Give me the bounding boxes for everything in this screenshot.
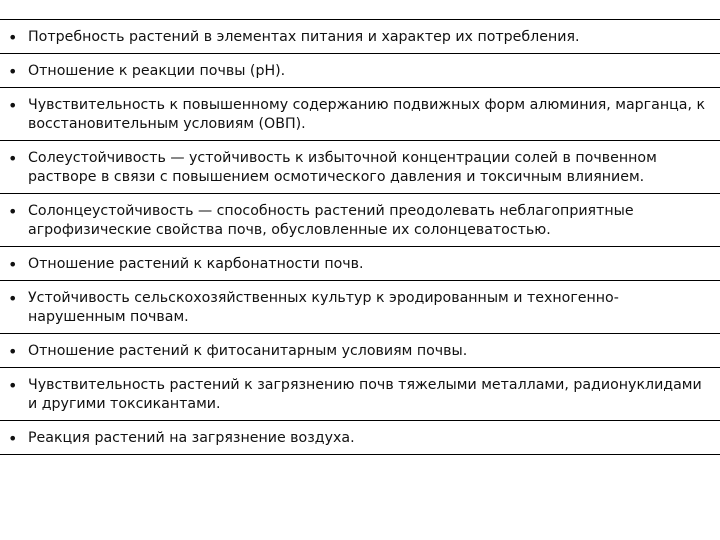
list-item-text: Устойчивость сельскохозяйственных культур к эродированным и техногенно-нарушенным почвам. (28, 290, 619, 325)
list-item-text: Реакция растений на загрязнение воздуха. (28, 430, 355, 446)
list-item-text: Чувствительность к повышенному содержанию подвижных форм алюминия, марганца, к восстановительным условиям (ОВП). (28, 97, 706, 132)
list-item-text: Отношение к реакции почвы (рН). (28, 63, 286, 79)
bullet-icon: • (8, 376, 18, 395)
list-item (0, 88, 720, 141)
bullet-icon: • (8, 342, 18, 361)
list-item-text: Отношение растений к фитосанитарным условиям почвы. (28, 343, 468, 359)
list-item-text: Чувствительность растений к загрязнению почв тяжелыми металлами, радионуклидами и другими токсикантами. (28, 377, 702, 412)
bullet-icon: • (8, 149, 18, 168)
bullet-icon: • (8, 255, 18, 274)
list-item (0, 194, 720, 247)
list-item (0, 247, 720, 281)
list-item (0, 421, 720, 455)
list-item (0, 334, 720, 368)
bullet-icon: • (8, 28, 18, 47)
bullet-icon: • (8, 289, 18, 308)
list-item (0, 54, 720, 88)
bullet-icon: • (8, 62, 18, 81)
list-item (0, 281, 720, 334)
list-item-text: Потребность растений в элементах питания и характер их потребления. (28, 29, 580, 45)
list-item (0, 141, 720, 194)
bullet-icon: • (8, 429, 18, 448)
requirements-list (0, 19, 720, 455)
bullet-icon: • (8, 96, 18, 115)
bullet-icon: • (8, 202, 18, 221)
list-item-text: Солонцеустойчивость — способность растений преодолевать неблагоприятные агрофизические свойства почв, обусловленные их солонцеватостью. (28, 203, 634, 238)
list-item-text: Отношение растений к карбонатности почв. (28, 256, 364, 272)
list-item (0, 20, 720, 54)
list-item-text: Солеустойчивость — устойчивость к избыточной концентрации солей в почвенном растворе в связи с повышением осмотического давления и токсичным влиянием. (28, 150, 657, 185)
list-item (0, 368, 720, 421)
